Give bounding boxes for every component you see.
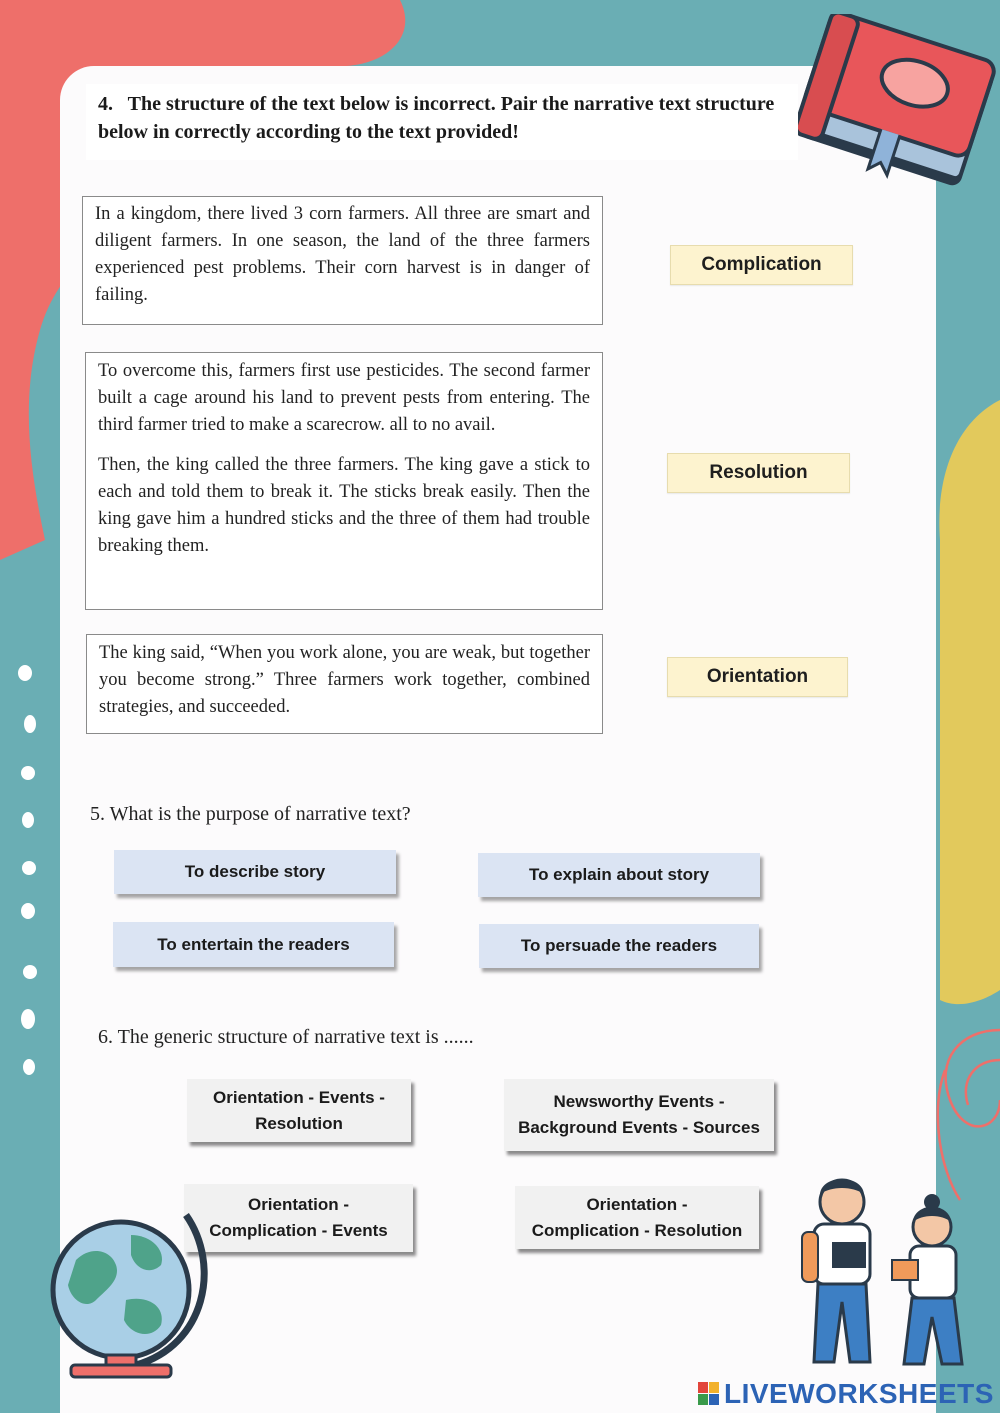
question-4-title [86, 84, 798, 160]
coral-corner [0, 0, 80, 60]
question-6-text: 6. The generic structure of narrative text is ...... [98, 1026, 474, 1048]
question-4-text: The structure of the text below is incorrect. Pair the narrative text structure below in correctly according to the text provided! [98, 93, 775, 143]
story-paragraph: To overcome this, farmers first use pesticides. The second farmer built a cage around his land to prevent pests from entering. The third farmer tried to make a scarecrow. all to no avail. [98, 361, 590, 435]
question-4-number: 4. [98, 93, 113, 115]
white-dots [18, 665, 37, 1075]
q5-option-persuade[interactable]: To persuade the readers [479, 924, 759, 968]
boy-figure [802, 1179, 870, 1362]
label-orientation[interactable]: Orientation [667, 657, 848, 697]
story-paragraph: The king said, “When you work alone, you are weak, but together you become strong.” Three farmers work together, combined strategies, and succeeded. [99, 643, 590, 717]
yellow-blob [939, 400, 1000, 1004]
liveworksheets-logo-icon [698, 1382, 720, 1406]
story-paragraph: In a kingdom, there lived 3 corn farmers. All three are smart and diligent farmers. In one season, the land of the three farmers experienced pest problems. Their corn harvest is in danger of failing. [95, 204, 590, 305]
story-text-box-1[interactable] [82, 196, 603, 325]
students-illustration [792, 1172, 1000, 1372]
q6-option-orientation-complication-resolution[interactable]: Orientation - Complication - Resolution [515, 1186, 759, 1249]
q5-option-entertain[interactable]: To entertain the readers [113, 922, 394, 967]
globe-illustration [36, 1205, 216, 1381]
label-resolution[interactable]: Resolution [667, 453, 850, 493]
q6-option-newsworthy-events[interactable]: Newsworthy Events - Background Events - Sources [504, 1079, 774, 1151]
liveworksheets-watermark: LIVEWORKSHEETS [724, 1378, 994, 1409]
story-text-box-3[interactable] [86, 634, 603, 734]
label-complication[interactable]: Complication [670, 245, 853, 285]
q5-option-describe[interactable]: To describe story [114, 850, 396, 894]
q5-option-explain[interactable]: To explain about story [478, 853, 760, 897]
story-text-box-2[interactable] [85, 352, 603, 610]
q6-option-orientation-complication-events[interactable]: Orientation - Complication - Events [184, 1184, 413, 1252]
q6-option-orientation-events-resolution[interactable]: Orientation - Events - Resolution [187, 1079, 411, 1142]
girl-figure [892, 1194, 962, 1364]
story-paragraph: Then, the king called the three farmers. The king gave a stick to each and told them to break it. The sticks break easily. Then the king gave him a hundred sticks and the three of them had trouble breaking them. [98, 455, 590, 556]
book-illustration [790, 14, 1000, 190]
question-5-text: 5. What is the purpose of narrative text? [90, 803, 411, 825]
